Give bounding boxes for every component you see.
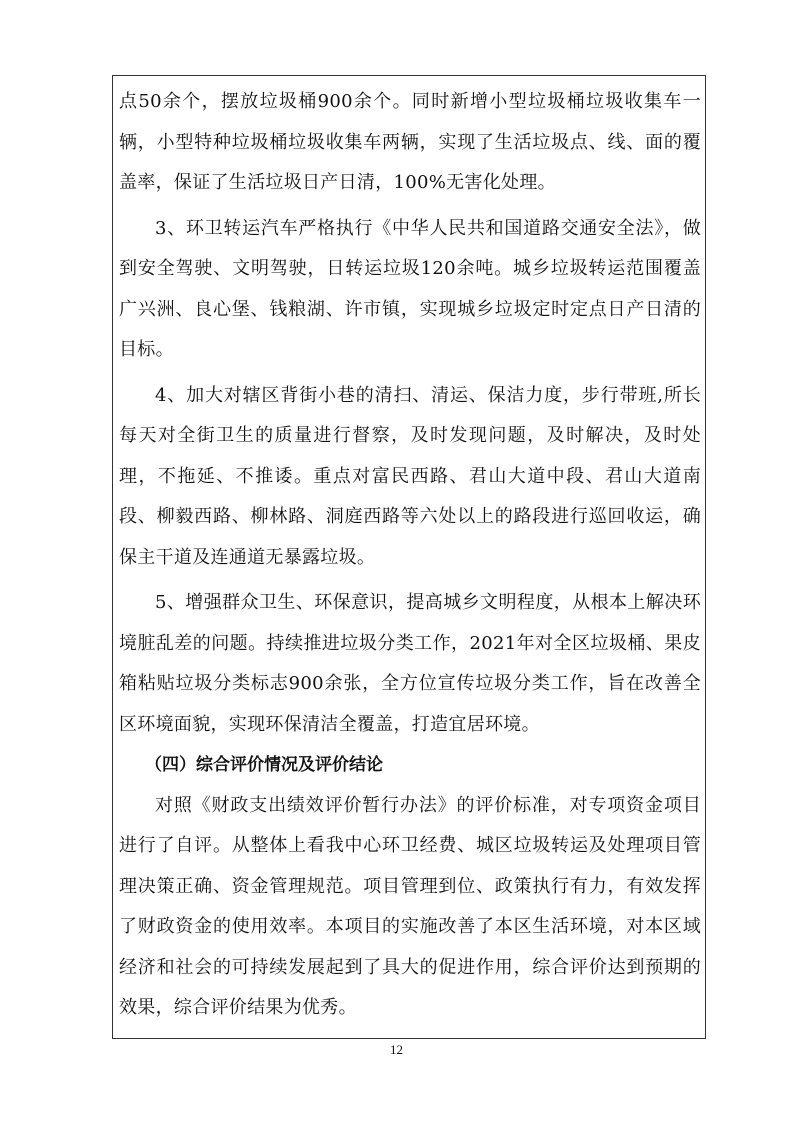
page-number: 12 <box>390 1042 403 1057</box>
document-body <box>119 82 701 1029</box>
paragraph-public-awareness: 5、增强群众卫生、环保意识，提高城乡文明程度，从根本上解决环境脏乱差的问题。持续推进垃圾分类工作，2021年对全区垃圾桶、果皮箱粘贴垃圾分类标志900余张，全方位宣传垃圾分类工作，旨在改善全区环境面貌，实现环保清洁全覆盖，打造宜居环境。 <box>119 592 701 735</box>
paragraph-collection-points: 点50余个，摆放垃圾桶900余个。同时新增小型垃圾桶垃圾收集车一辆，小型特种垃圾桶垃圾收集车两辆，实现了生活垃圾点、线、面的覆盖率，保证了生活垃圾日产日清，100%无害化处理。 <box>119 91 701 193</box>
paragraph-transfer-vehicles: 3、环卫转运汽车严格执行《中华人民共和国道路交通安全法》，做到安全驾驶、文明驾驶，日转运垃圾120余吨。城乡垃圾转运范围覆盖广兴洲、良心堡、钱粮湖、许市镇，实现城乡垃圾定时定点日产日清的目标。 <box>119 217 701 360</box>
paragraph-conclusion: 对照《财政支出绩效评价暂行办法》的评价标准，对专项资金项目进行了自评。从整体上看我中心环卫经费、城区垃圾转运及处理项目管理决策正确、资金管理规范。项目管理到位、政策执行有力，有效发挥了财政资金的使用效率。本项目的实施改善了本区生活环境，对本区域经济和社会的可持续发展起到了具大的促进作用，综合评价达到预期的效果，综合评价结果为优秀。 <box>119 794 701 1018</box>
section-heading: （四）综合评价情况及评价结论 <box>145 755 383 775</box>
paragraph-street-cleaning: 4、加大对辖区背街小巷的清扫、清运、保洁力度，步行带班,所长每天对全街卫生的质量进行督察，及时发现问题，及时解决，及时处理，不拖延、不推诿。重点对富民西路、君山大道中段、君山大道南段、柳毅西路、柳林路、洞庭西路等六处以上的路段进行巡回收运，确保主干道及连通道无暴露垃圾。 <box>119 384 701 568</box>
